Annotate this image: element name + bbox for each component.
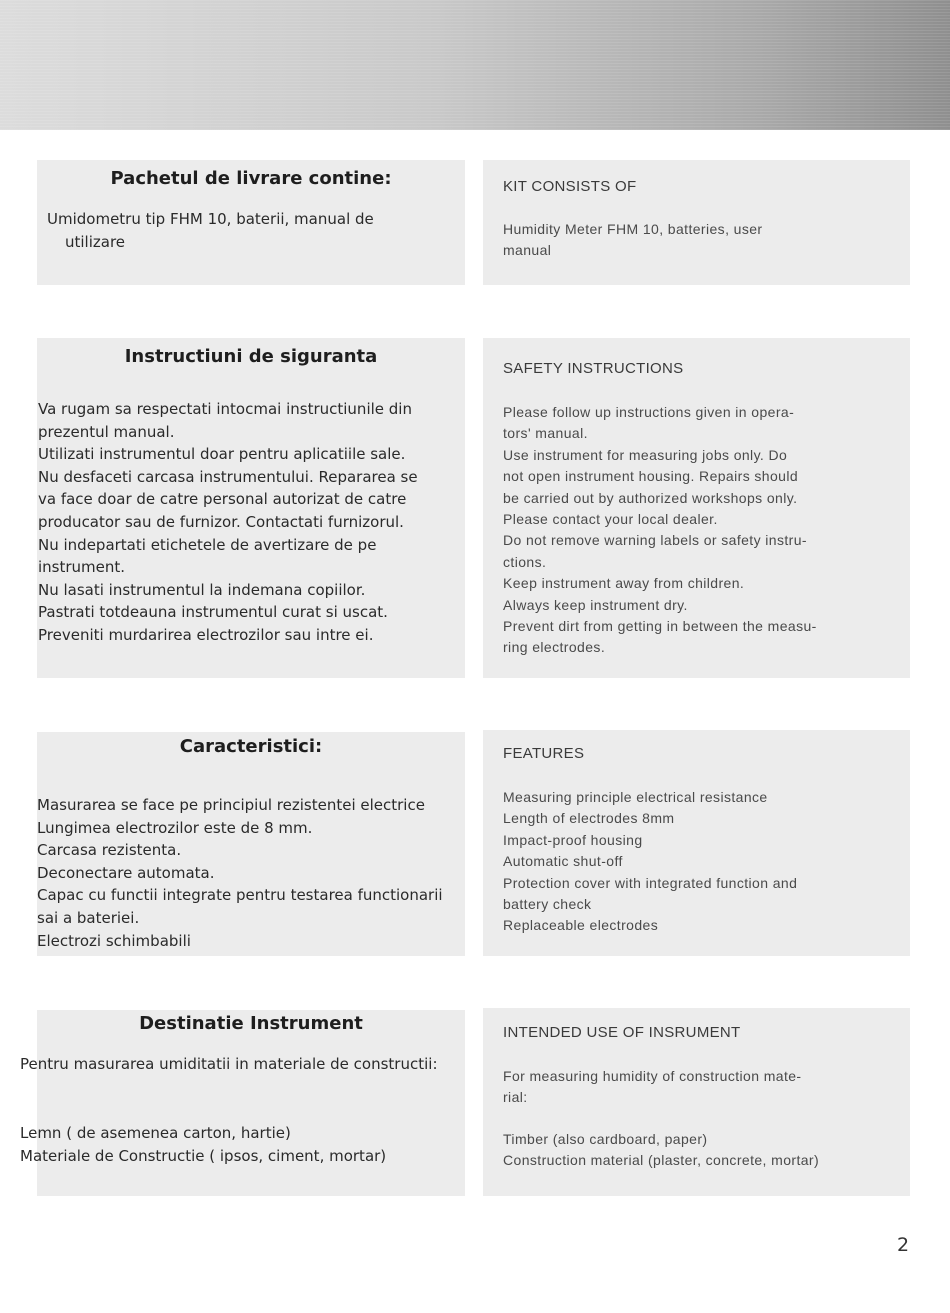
- text-line: prezentul manual.: [38, 422, 175, 441]
- intended-ro-title: Destinatie Instrument: [139, 1013, 363, 1034]
- intended-ro-intro: Pentru masurarea umiditatii in materiale de constructii:: [20, 1055, 438, 1073]
- text-line: For measuring humidity of construction mate-: [503, 1068, 802, 1084]
- text-line: ring electrodes.: [503, 639, 606, 656]
- text-line: be carried out by authorized workshops only.: [503, 489, 798, 506]
- text-line: va face doar de catre personal autorizat de catre: [38, 490, 407, 509]
- text-line: Timber (also cardboard, paper): [503, 1131, 708, 1147]
- kit-en-title: KIT CONSISTS OF: [503, 178, 637, 195]
- safety-ro-text: [38, 398, 418, 647]
- text-line: battery check: [503, 896, 592, 913]
- text-line: Length of electrodes 8mm: [503, 810, 675, 827]
- text-line: Carcasa rezistenta.: [37, 841, 182, 860]
- text-line: Va rugam sa respectati intocmai instructiunile din: [38, 400, 412, 418]
- text-line: instrument.: [38, 558, 126, 577]
- text-line: Nu desfaceti carcasa instrumentului. Repararea se: [38, 467, 418, 486]
- text-line: tors' manual.: [503, 425, 588, 442]
- text-line: Replaceable electrodes: [503, 917, 659, 934]
- text-line: Materiale de Constructie ( ipsos, ciment, mortar): [20, 1146, 387, 1165]
- kit-ro-title: Pachetul de livrare contine:: [110, 168, 392, 189]
- features-en-text: [503, 787, 797, 937]
- features-ro-text: [37, 794, 443, 952]
- text-line: ctions.: [503, 553, 547, 570]
- header-band: [0, 0, 950, 130]
- text-line: Construction material (plaster, concrete, mortar): [503, 1152, 820, 1169]
- text-line: Utilizati instrumentul doar pentru aplicatiile sale.: [38, 445, 406, 464]
- intended-ro-panel: [37, 1010, 465, 1196]
- features-ro-title: Caracteristici:: [179, 736, 323, 757]
- text-line: Electrozi schimbabili: [37, 931, 191, 950]
- text-line: rial:: [503, 1089, 528, 1106]
- text-line: Please follow up instructions given in opera-: [503, 404, 795, 420]
- features-en-panel: [483, 730, 910, 956]
- text-line: Please contact your local dealer.: [503, 511, 718, 528]
- text-line: Protection cover with integrated function and: [503, 874, 798, 891]
- text-line: Prevent dirt from getting in between the measu-: [503, 618, 817, 635]
- text-line: Do not remove warning labels or safety instru-: [503, 532, 807, 549]
- text-line: Nu lasati instrumentul la indemana copiilor.: [38, 580, 366, 599]
- features-en-title: FEATURES: [503, 745, 585, 762]
- intended-en-intro: [503, 1066, 802, 1109]
- text-line: Preveniti murdarirea electrozilor sau intre ei.: [38, 625, 374, 644]
- text-line: Lungimea electrozilor este de 8 mm.: [37, 818, 313, 837]
- intended-en-title: INTENDED USE OF INSRUMENT: [503, 1024, 741, 1041]
- text-line: Always keep instrument dry.: [503, 596, 688, 613]
- kit-ro-text: [47, 208, 374, 253]
- intended-en-text: [503, 1129, 819, 1172]
- text-line: Keep instrument away from children.: [503, 575, 745, 592]
- safety-en-panel: [483, 338, 910, 678]
- text-line: Automatic shut-off: [503, 853, 623, 870]
- safety-ro-title: Instructiuni de siguranta: [124, 346, 378, 367]
- text-line: Masurarea se face pe principiul rezistentei electrice: [37, 796, 425, 814]
- text-line: utilizare: [65, 232, 126, 251]
- safety-en-text: [503, 402, 817, 659]
- text-line: Use instrument for measuring jobs only. Do: [503, 446, 788, 463]
- kit-en-panel: [483, 160, 910, 285]
- kit-en-text: [503, 219, 763, 262]
- text-line: Humidity Meter FHM 10, batteries, user: [503, 221, 763, 237]
- text-line: Umidometru tip FHM 10, baterii, manual de: [47, 210, 374, 228]
- kit-ro-panel: [37, 160, 465, 285]
- text-line: Measuring principle electrical resistance: [503, 789, 768, 805]
- page-number: 2: [897, 1234, 910, 1256]
- text-line: Pastrati totdeauna instrumentul curat si uscat.: [38, 603, 388, 622]
- text-line: Lemn ( de asemenea carton, hartie): [20, 1124, 291, 1142]
- intended-en-panel: [483, 1008, 910, 1196]
- text-line: manual: [503, 242, 552, 259]
- text-line: Deconectare automata.: [37, 863, 215, 882]
- text-line: Impact-proof housing: [503, 831, 643, 848]
- safety-en-title: SAFETY INSTRUCTIONS: [503, 360, 684, 377]
- text-line: producator sau de furnizor. Contactati furnizorul.: [38, 512, 404, 531]
- text-line: sai a bateriei.: [37, 908, 140, 927]
- text-line: not open instrument housing. Repairs should: [503, 468, 799, 485]
- intended-ro-text: [20, 1122, 386, 1167]
- text-line: Capac cu functii integrate pentru testarea functionarii: [37, 886, 443, 905]
- text-line: Nu indepartati etichetele de avertizare de pe: [38, 535, 377, 554]
